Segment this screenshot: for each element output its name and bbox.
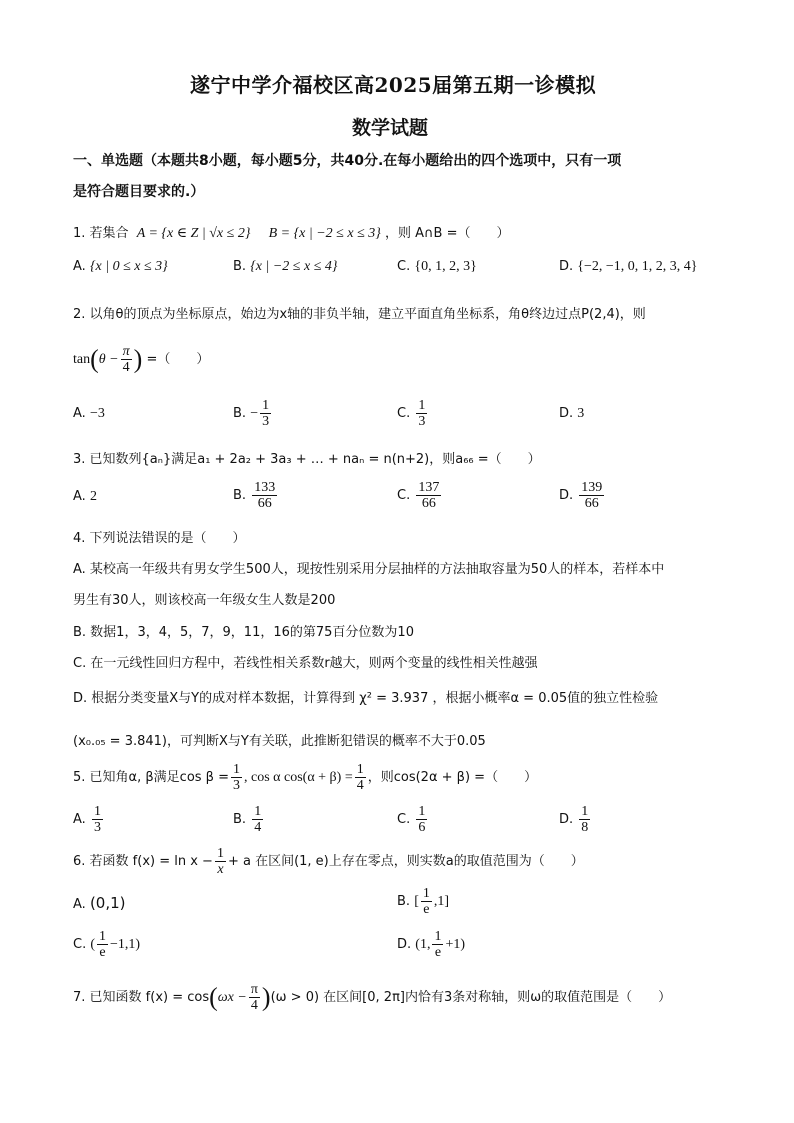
q4-option-d-cont: (x₀.₀₅ = 3.841)，可判断X与Y有关联，此推断犯错误的概率不大于0.05 — [73, 734, 486, 749]
q4-option-b: B. 数据1，3，4，5，7，9，11，16的第75百分位数为10 — [73, 625, 414, 640]
question-4: 4. 下列说法错误的是（ ） — [73, 531, 246, 546]
q3-option-b: B. $\frac{133}{66}$ — [233, 480, 276, 511]
q3-option-c: C. $\frac{137}{66}$ — [397, 480, 440, 511]
question-3: 3. 已知数列{aₙ}满足a₁ + 2a₂ + 3a₃ + … + naₙ = n(n+2)，则a₆₆ =（ ） — [73, 452, 541, 467]
question-6: 6. 若函数 f(x) = ln x − $\frac{1}{x}$ + a 在区间(1, e)上存在零点，则实数a的取值范围为（ ） — [73, 846, 584, 877]
q6-option-d: D. (1, $\frac{1}{e}$ +1) — [397, 929, 466, 960]
q1-set-a: A = {x ∈ Z | √x ≤ 2} — [136, 226, 251, 241]
question-2: 2. 以角θ的顶点为坐标原点，始边为x轴的非负半轴，建立平面直角坐标系，角θ终边过点P(2,4)，则 — [73, 307, 646, 322]
q5-option-a: A. $\frac{1}{3}$ — [73, 804, 101, 835]
page-title: 遂宁中学介福校区高2025届第五期一诊模拟 — [190, 73, 597, 97]
question-5: 5. 已知角α, β满足cos β = $\frac{1}{3}$ , cos α cos(α + β) = $\frac{1}{4}$ ，则cos(2α + β) =（ ） — [73, 762, 538, 793]
q5-option-d: D. $\frac{1}{8}$ — [559, 804, 589, 835]
q2-option-c: C. $\frac{1}{3}$ — [397, 398, 426, 429]
q2-option-d: D. 3 — [559, 406, 585, 421]
q5-option-c: C. $\frac{1}{6}$ — [397, 804, 426, 835]
q4-option-a-cont: 男生有30人，则该校高一年级女生人数是200 — [73, 593, 336, 608]
q1-ask: ，则 A∩B =（ ） — [385, 226, 510, 241]
section-heading: 一、单选题（本题共8小题，每小题5分，共40分.在每小题给出的四个选项中，只有一项 — [73, 153, 622, 169]
q2-option-b: B. − $\frac{1}{3}$ — [233, 398, 270, 429]
q5-option-b: B. $\frac{1}{4}$ — [233, 804, 262, 835]
question-2-expr: tan(θ − $\frac{\pi}{4}$ ) =（ ） — [73, 344, 210, 375]
q1-number: 1. 若集合 — [73, 226, 129, 241]
q6-option-a: A. (0,1) — [73, 894, 126, 912]
page-subtitle: 数学试题 — [352, 117, 429, 139]
q1-option-a: A. {x | 0 ≤ x ≤ 3} — [73, 259, 168, 274]
question-7: 7. 已知函数 f(x) = cos(ωx − $\frac{\pi}{4}$ )(ω > 0) 在区间[0, 2π]内恰有3条对称轴，则ω的取值范围是（ ） — [73, 982, 672, 1013]
q4-option-a: A. 某校高一年级共有男女学生500人，现按性别采用分层抽样的方法抽取容量为50人的样本，若样本中 — [73, 562, 665, 577]
q6-option-b: B. [ $\frac{1}{e}$ ,1] — [397, 886, 450, 917]
q6-option-c: C. ( $\frac{1}{e}$ −1,1) — [73, 929, 141, 960]
q1-option-c: C. {0, 1, 2, 3} — [397, 259, 477, 274]
q1-set-b: B = {x | −2 ≤ x ≤ 3} — [268, 226, 381, 241]
q4-option-c: C. 在一元线性回归方程中，若线性相关系数r越大，则两个变量的线性相关性越强 — [73, 656, 538, 671]
q3-option-a: A. 2 — [73, 489, 97, 504]
section-heading-cont: 是符合题目要求的.） — [73, 184, 205, 200]
q4-option-d: D. 根据分类变量X与Y的成对样本数据，计算得到 χ² = 3.937 ，根据小概率α = 0.05值的独立性检验 — [73, 691, 659, 706]
q2-option-a: A. −3 — [73, 406, 105, 421]
q3-option-d: D. $\frac{139}{66}$ — [559, 480, 603, 511]
q1-option-d: D. {−2, −1, 0, 1, 2, 3, 4} — [559, 259, 698, 274]
q1-option-b: B. {x | −2 ≤ x ≤ 4} — [233, 259, 338, 274]
question-1 — [73, 222, 510, 242]
